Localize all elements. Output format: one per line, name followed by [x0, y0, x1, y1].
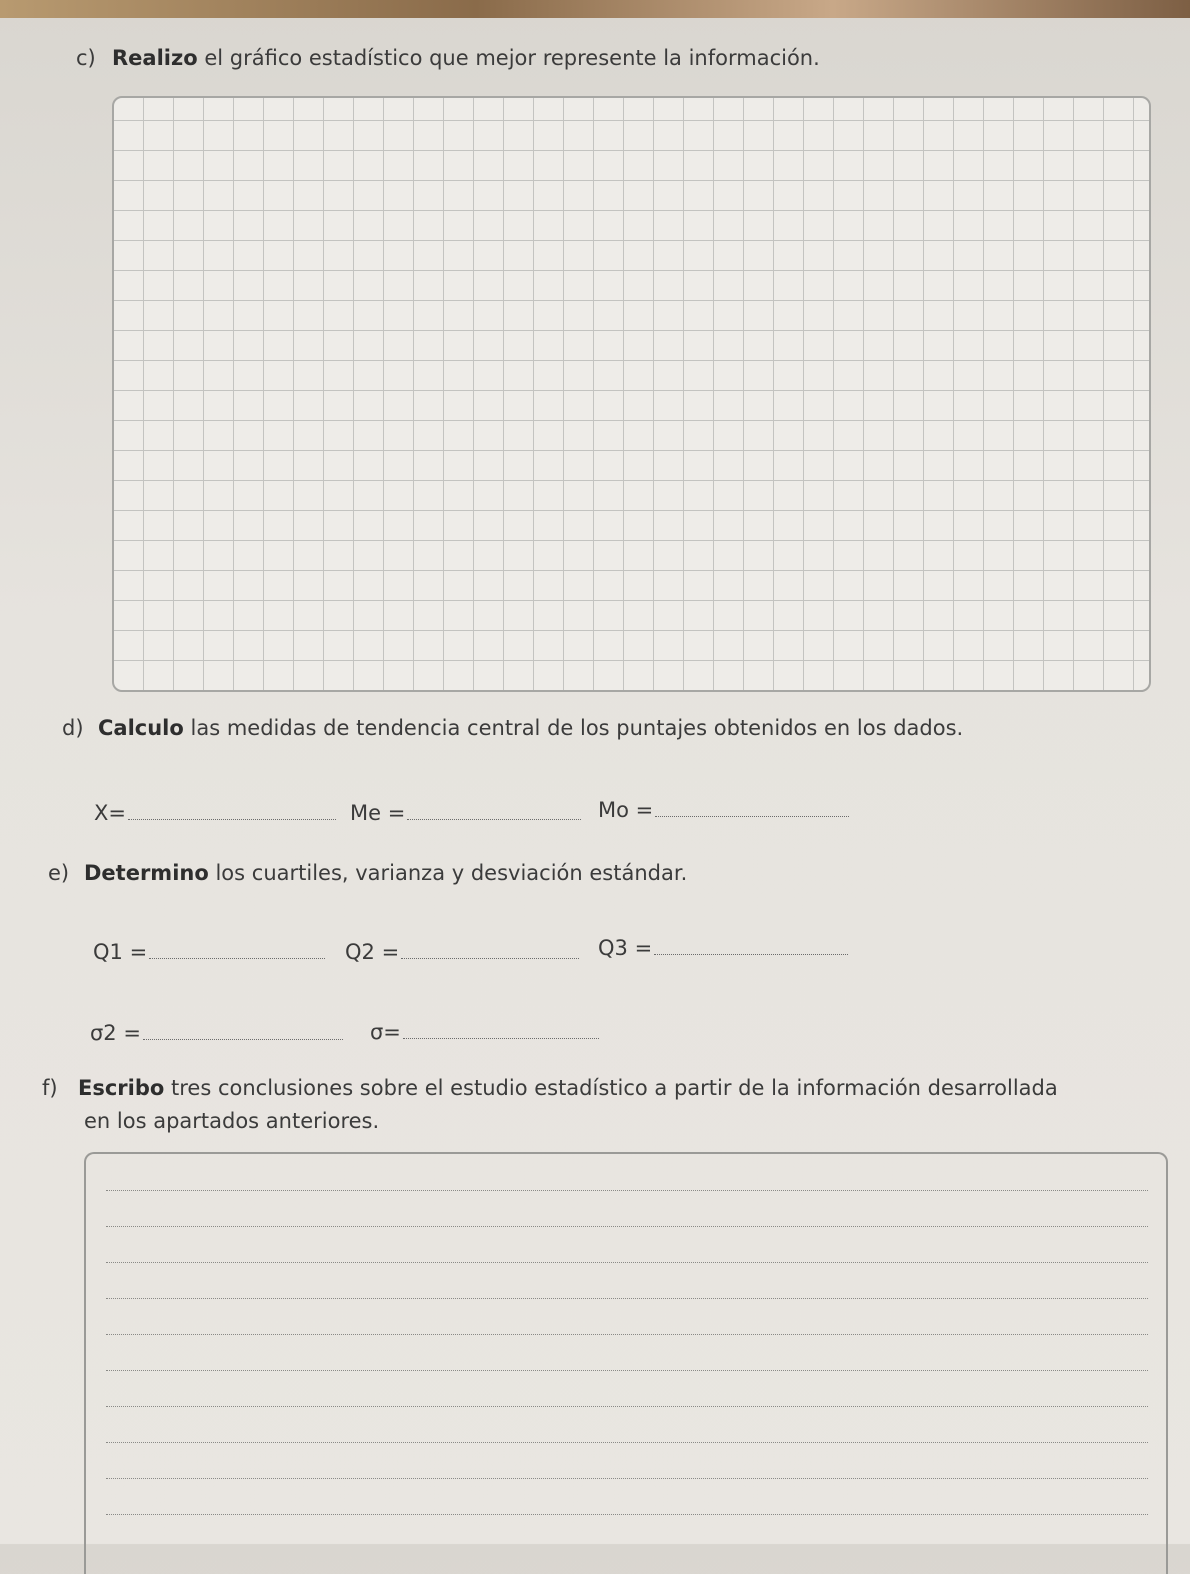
- section-d-marker: d): [62, 716, 84, 740]
- background-strip: [0, 0, 1190, 18]
- section-f-text-continued: en los apartados anteriores.: [84, 1109, 380, 1133]
- section-e-text: los cuartiles, varianza y desviación estándar.: [215, 861, 688, 885]
- writing-line[interactable]: [106, 1226, 1148, 1227]
- writing-line[interactable]: [106, 1298, 1148, 1299]
- writing-line[interactable]: [106, 1442, 1148, 1443]
- mode-field[interactable]: [598, 798, 849, 822]
- section-e-verb: Determino: [84, 861, 209, 885]
- std-dev-label: σ=: [370, 1020, 401, 1044]
- section-e-heading: [48, 861, 687, 885]
- q1-label: Q1 =: [93, 940, 148, 964]
- writing-line[interactable]: [106, 1478, 1148, 1479]
- variance-label: σ2 =: [90, 1021, 141, 1045]
- q3-label: Q3 =: [598, 936, 653, 960]
- section-c-heading: [76, 46, 820, 70]
- q2-field[interactable]: [345, 940, 579, 964]
- mean-field[interactable]: [94, 801, 336, 825]
- mode-label: Mo =: [598, 798, 654, 822]
- q3-field[interactable]: [598, 936, 848, 960]
- section-f-heading: [42, 1076, 1058, 1100]
- writing-line[interactable]: [106, 1334, 1148, 1335]
- std-dev-field[interactable]: [370, 1020, 599, 1044]
- median-field[interactable]: [350, 801, 581, 825]
- writing-line[interactable]: [106, 1190, 1148, 1191]
- section-d-text: las medidas de tendencia central de los puntajes obtenidos en los dados.: [190, 716, 964, 740]
- writing-line[interactable]: [106, 1514, 1148, 1515]
- section-c-text: el gráfico estadístico que mejor represente la información.: [204, 46, 820, 70]
- chart-grid-area[interactable]: [112, 96, 1151, 692]
- writing-line[interactable]: [106, 1262, 1148, 1263]
- section-f-verb: Escribo: [78, 1076, 165, 1100]
- writing-line[interactable]: [106, 1406, 1148, 1407]
- section-c-verb: Realizo: [112, 46, 198, 70]
- variance-field[interactable]: [90, 1021, 343, 1045]
- median-label: Me =: [350, 801, 406, 825]
- q1-field[interactable]: [93, 940, 325, 964]
- writing-line[interactable]: [106, 1370, 1148, 1371]
- q2-label: Q2 =: [345, 940, 400, 964]
- section-d-heading: [62, 716, 963, 740]
- mean-label: X=: [94, 801, 126, 825]
- section-d-verb: Calculo: [98, 716, 184, 740]
- section-c-marker: c): [76, 46, 96, 70]
- conclusions-writing-area[interactable]: [84, 1152, 1168, 1574]
- section-f-marker: f): [42, 1076, 58, 1100]
- section-f-text: tres conclusiones sobre el estudio estadístico a partir de la información desarrollada: [171, 1076, 1058, 1100]
- section-e-marker: e): [48, 861, 70, 885]
